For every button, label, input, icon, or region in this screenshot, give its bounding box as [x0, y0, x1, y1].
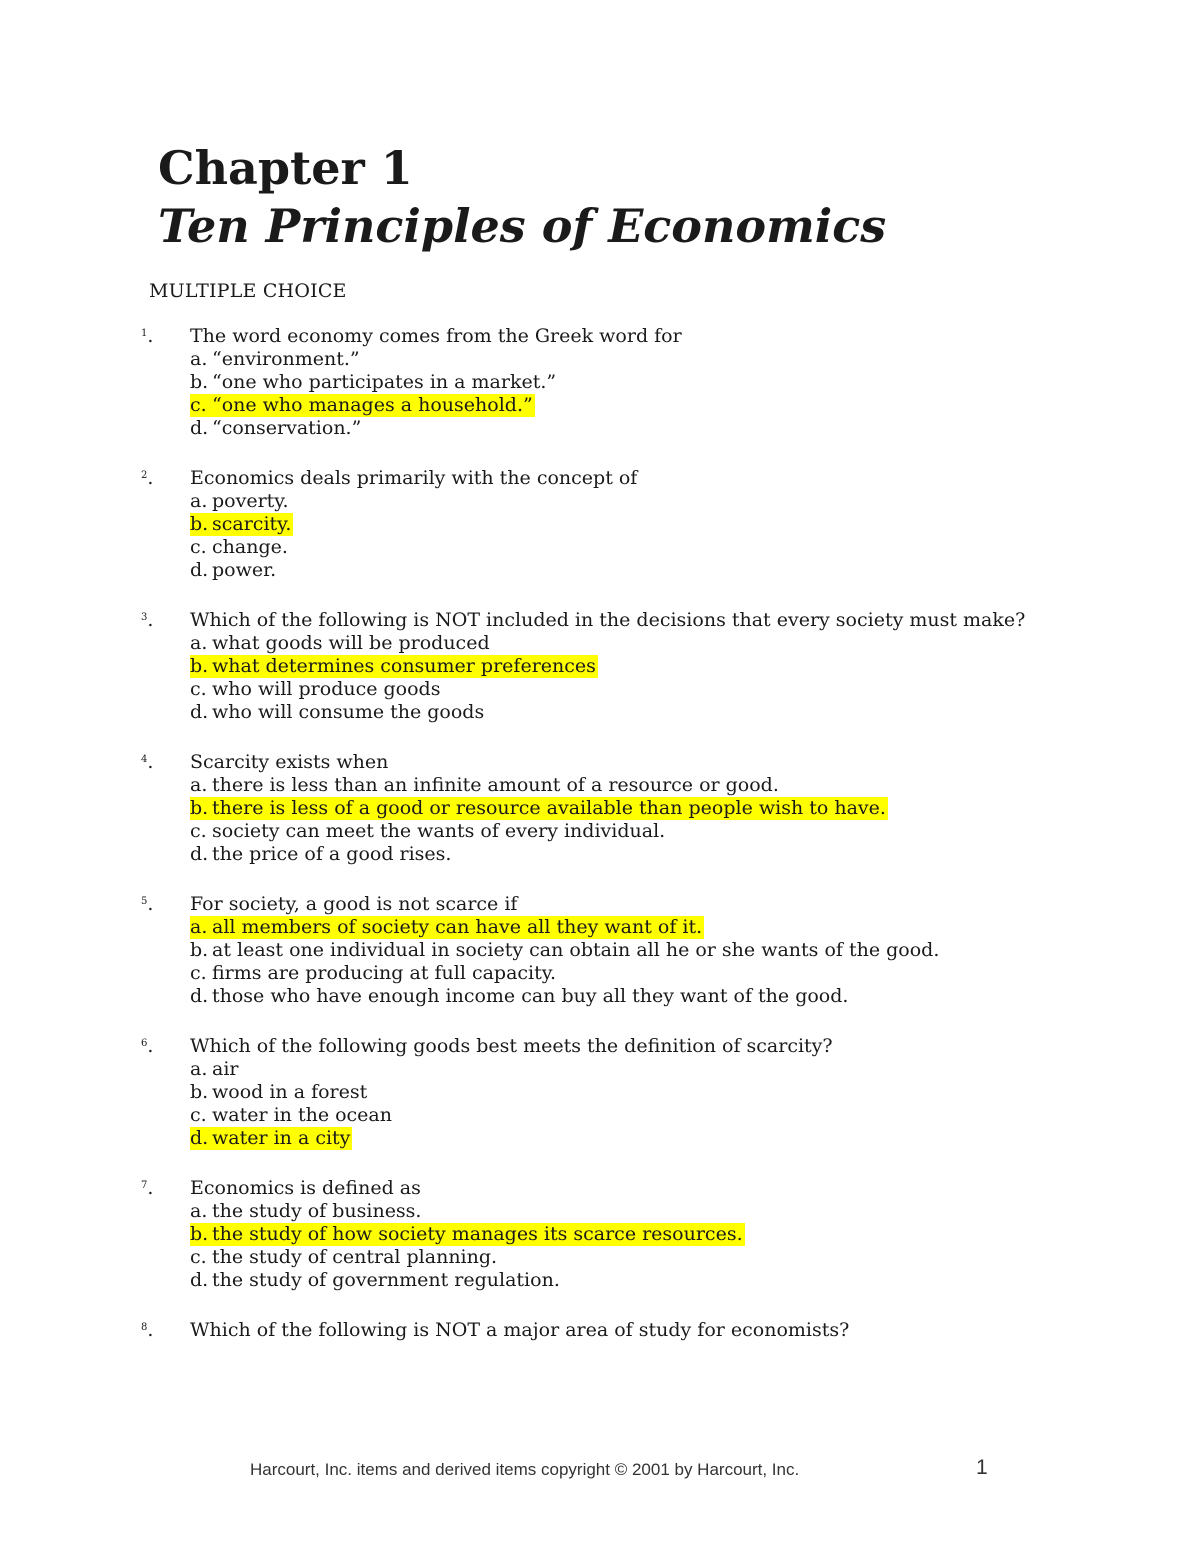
option-letter: a. — [190, 632, 208, 654]
option-letter: b. — [190, 797, 209, 819]
question-number: $^4$. — [141, 751, 154, 773]
answer-option — [190, 1104, 392, 1127]
section-heading: MULTIPLE CHOICE — [149, 280, 347, 302]
answer-option — [190, 632, 598, 655]
answer-option — [190, 1200, 745, 1223]
answer-options — [190, 1200, 745, 1292]
answer-option — [190, 820, 888, 843]
answer-options — [190, 774, 888, 866]
question-number: $^3$. — [141, 609, 154, 631]
option-text: water in a city — [212, 1127, 351, 1149]
answer-option — [190, 843, 888, 866]
option-text: “environment.” — [212, 348, 360, 370]
answer-option — [190, 1246, 745, 1269]
question-number: $^6$. — [141, 1035, 154, 1057]
option-letter: b. — [190, 1223, 209, 1245]
option-text: air — [212, 1058, 239, 1080]
option-text: “one who participates in a market.” — [212, 371, 557, 393]
option-text: society can meet the wants of every individual. — [212, 820, 666, 842]
highlighted-answer-option — [190, 797, 888, 820]
option-text: what determines consumer preferences — [212, 655, 596, 677]
answer-option — [190, 701, 598, 724]
answer-option — [190, 1269, 745, 1292]
chapter-title: Chapter 1 — [158, 141, 413, 195]
page-number: 1 — [976, 1456, 988, 1479]
answer-options — [190, 1058, 392, 1150]
option-letter: d. — [190, 559, 209, 581]
option-letter: d. — [190, 417, 209, 439]
question-stem: Which of the following is NOT included in the decisions that every society must make? — [190, 609, 1026, 631]
copyright-footer: Harcourt, Inc. items and derived items copyright © 2001 by Harcourt, Inc. — [250, 1460, 800, 1479]
question-number: $^7$. — [141, 1177, 154, 1199]
option-text: the price of a good rises. — [212, 843, 452, 865]
option-text: at least one individual in society can obtain all he or she wants of the good. — [212, 939, 940, 961]
answer-option — [190, 348, 556, 371]
highlighted-answer-option — [190, 916, 704, 939]
question-stem: Economics is defined as — [190, 1177, 421, 1199]
option-letter: a. — [190, 1200, 208, 1222]
question-number: $^1$. — [141, 325, 154, 347]
option-text: poverty. — [212, 490, 289, 512]
option-text: the study of how society manages its scarce resources. — [212, 1223, 743, 1245]
highlighted-answer-option — [190, 513, 293, 536]
question-number: $^2$. — [141, 467, 154, 489]
answer-option — [190, 417, 556, 440]
question-stem: Economics deals primarily with the concept of — [190, 467, 638, 489]
chapter-heading — [158, 140, 886, 256]
answer-options — [190, 916, 939, 1008]
option-text: the study of business. — [212, 1200, 422, 1222]
option-letter: b. — [190, 655, 209, 677]
option-text: change. — [212, 536, 288, 558]
answer-option — [190, 371, 556, 394]
option-letter: b. — [190, 513, 209, 535]
option-text: those who have enough income can buy all they want of the good. — [212, 985, 849, 1007]
question-number: $^5$. — [141, 893, 154, 915]
option-text: the study of government regulation. — [212, 1269, 560, 1291]
answer-option — [190, 536, 293, 559]
option-letter: c. — [190, 678, 207, 700]
option-text: power. — [212, 559, 277, 581]
option-text: firms are producing at full capacity. — [212, 962, 557, 984]
question-stem: Which of the following goods best meets the definition of scarcity? — [190, 1035, 833, 1057]
option-letter: c. — [190, 1246, 207, 1268]
answer-options — [190, 490, 293, 582]
question-stem: The word economy comes from the Greek word for — [190, 325, 682, 347]
option-letter: d. — [190, 985, 209, 1007]
answer-option — [190, 490, 293, 513]
option-letter: c. — [190, 962, 207, 984]
answer-options — [190, 348, 556, 440]
option-text: water in the ocean — [212, 1104, 392, 1126]
chapter-subtitle: Ten Principles of Economics — [158, 199, 887, 253]
highlighted-answer-option — [190, 394, 535, 417]
answer-option — [190, 559, 293, 582]
answer-option — [190, 678, 598, 701]
option-letter: a. — [190, 348, 208, 370]
option-letter: c. — [190, 820, 207, 842]
option-letter: a. — [190, 1058, 208, 1080]
option-letter: b. — [190, 371, 209, 393]
option-text: scarcity. — [212, 513, 292, 535]
question-stem: Which of the following is NOT a major area of study for economists? — [190, 1319, 850, 1341]
answer-option — [190, 1081, 392, 1104]
option-letter: d. — [190, 701, 209, 723]
option-letter: b. — [190, 939, 209, 961]
answer-option — [190, 774, 888, 797]
question-number: $^8$. — [141, 1319, 154, 1341]
option-letter: d. — [190, 843, 209, 865]
answer-options — [190, 632, 598, 724]
option-text: there is less than an infinite amount of a resource or good. — [212, 774, 779, 796]
option-text: there is less of a good or resource available than people wish to have. — [212, 797, 886, 819]
option-text: wood in a forest — [212, 1081, 368, 1103]
option-letter: a. — [190, 490, 208, 512]
highlighted-answer-option — [190, 655, 598, 678]
option-text: the study of central planning. — [212, 1246, 498, 1268]
question-stem: Scarcity exists when — [190, 751, 389, 773]
answer-option — [190, 962, 939, 985]
option-letter: c. — [190, 394, 207, 416]
answer-option — [190, 1058, 392, 1081]
option-text: “conservation.” — [212, 417, 362, 439]
option-text: who will consume the goods — [212, 701, 485, 723]
option-letter: c. — [190, 1104, 207, 1126]
question-stem: For society, a good is not scarce if — [190, 893, 518, 915]
option-letter: a. — [190, 774, 208, 796]
option-text: what goods will be produced — [212, 632, 490, 654]
answer-option — [190, 939, 939, 962]
option-text: “one who manages a household.” — [212, 394, 533, 416]
option-letter: d. — [190, 1127, 209, 1149]
option-letter: a. — [190, 916, 208, 938]
highlighted-answer-option — [190, 1223, 745, 1246]
answer-option — [190, 985, 939, 1008]
option-text: all members of society can have all they want of it. — [212, 916, 703, 938]
highlighted-answer-option — [190, 1127, 352, 1150]
option-letter: d. — [190, 1269, 209, 1291]
option-letter: b. — [190, 1081, 209, 1103]
option-letter: c. — [190, 536, 207, 558]
option-text: who will produce goods — [212, 678, 441, 700]
